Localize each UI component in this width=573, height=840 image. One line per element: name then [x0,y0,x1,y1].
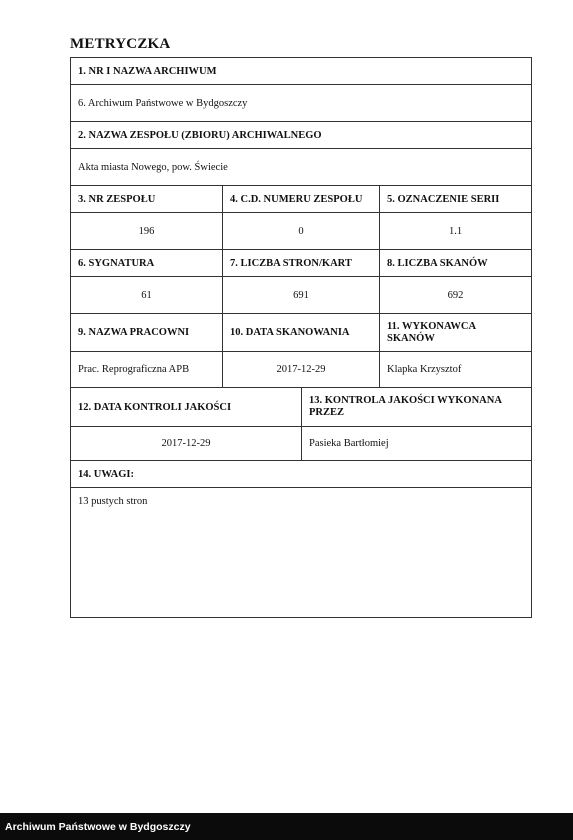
scan-date-value: 2017-12-29 [223,352,380,387]
notes-label-row [71,461,531,488]
quality-inspector-label: 13. KONTROLA JAKOŚCI WYKONANA PRZEZ [309,395,502,418]
quality-date-label: 12. DATA KONTROLI JAKOŚCI [71,388,302,426]
archive-value-row [71,85,531,122]
footer-text: Archiwum Państwowe w Bydgoszczy [5,820,191,833]
collection-label: 2. NAZWA ZESPOŁU (ZBIORU) ARCHIWALNEGO [78,129,322,141]
collection-value: Akta miasta Nowego, pow. Świecie [78,161,228,173]
signature-values-row [71,277,531,314]
fonds-number-label: 3. NR ZESPOŁU [71,186,223,212]
fonds-values-row [71,213,531,250]
workshop-label: 9. NAZWA PRACOWNI [71,314,223,351]
collection-value-row [71,149,531,186]
archive-label-row [71,58,531,85]
fonds-cd-label: 4. C.D. NUMERU ZESPOŁU [223,186,380,212]
series-label: 5. OZNACZENIE SERII [387,193,500,205]
scan-count-value: 692 [447,289,464,301]
quality-values-row [71,427,531,461]
quality-inspector-value: Pasieka Bartłomiej [309,438,389,449]
metadata-form [70,57,532,618]
workshop-values-row [71,352,531,388]
signature-value: 61 [71,277,223,313]
quality-labels-row [71,388,531,427]
scan-operator-value: Klapka Krzysztof [387,364,462,375]
signature-label: 6. SYGNATURA [71,250,223,276]
footer-bar [0,813,573,840]
workshop-value: Prac. Reprograficzna APB [71,352,223,387]
archive-label: 1. NR I NAZWA ARCHIWUM [78,65,217,77]
notes-value: 13 pustych stron [78,496,148,507]
notes-value-row [71,488,531,618]
scan-date-label: 10. DATA SKANOWANIA [223,314,380,351]
scan-operator-label: 11. WYKONAWCA SKANÓW [387,320,476,344]
quality-date-value: 2017-12-29 [71,427,302,460]
fonds-labels-row [71,186,531,213]
signature-labels-row [71,250,531,277]
series-value: 1.1 [448,225,463,237]
archive-value: 6. Archiwum Państwowe w Bydgoszczy [78,97,248,109]
notes-label: 14. UWAGI: [78,468,135,480]
fonds-cd-value: 0 [223,213,380,249]
fonds-number-value: 196 [71,213,223,249]
collection-label-row [71,122,531,149]
document-title: METRYCZKA [70,36,171,52]
workshop-labels-row [71,314,531,352]
page-count-label: 7. LICZBA STRON/KART [223,250,380,276]
page-count-value: 691 [223,277,380,313]
scan-count-label: 8. LICZBA SKANÓW [387,257,488,269]
